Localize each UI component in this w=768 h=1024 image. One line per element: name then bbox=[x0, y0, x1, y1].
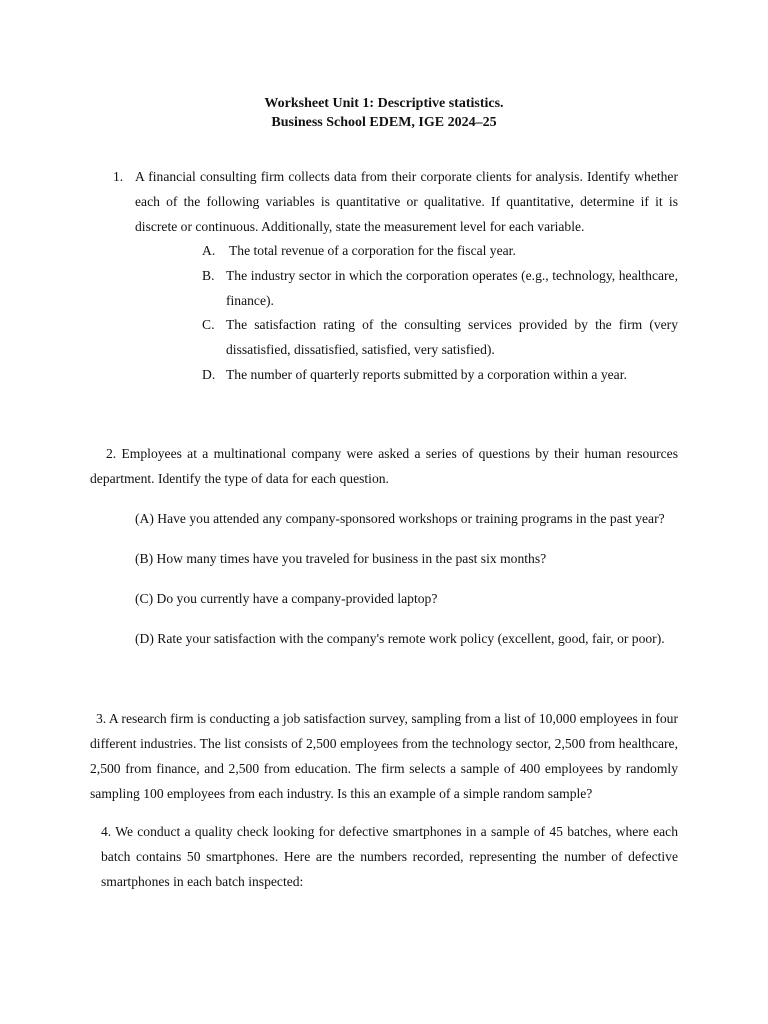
question-1-text: A financial consulting firm collects data from their corporate clients for analysis. Identify whether each of the following variables is quantitative or qualitative. If quantitative, determine if it is discrete or continuous. Additionally, state the measurement level for each variable. bbox=[135, 169, 678, 234]
question-1-item-d-text: The number of quarterly reports submitted by a corporation within a year. bbox=[226, 367, 627, 382]
question-1-item-b-text: The industry sector in which the corporation operates (e.g., technology, healthcare, finance). bbox=[226, 268, 678, 308]
question-1-item-b-letter: B. bbox=[202, 268, 215, 283]
question-1-item-c-letter: C. bbox=[202, 317, 215, 332]
question-2-item-d: (D) Rate your satisfaction with the company's remote work policy (excellent, good, fair, or poor). bbox=[135, 631, 665, 646]
worksheet-title: Worksheet Unit 1: Descriptive statistics. bbox=[264, 96, 504, 111]
question-3-text: 3. A research firm is conducting a job satisfaction survey, sampling from a list of 10,000 employees in four different industries. The list consists of 2,500 employees from the technology sector, 2,500 from healthcare, 2,500 from finance, and 2,500 from education. The firm selects a sample of 400 employees by randomly sampling 100 employees from each industry. Is this an example of a simple random sample? bbox=[90, 711, 678, 801]
question-2-item-b: (B) How many times have you traveled for business in the past six months? bbox=[135, 551, 547, 566]
question-4-text: 4. We conduct a quality check looking for defective smartphones in a sample of 45 batches, where each batch contains 50 smartphones. Here are the numbers recorded, representing the number of defective smartphones in each batch inspected: bbox=[101, 824, 678, 889]
question-2-text: 2. Employees at a multinational company were asked a series of questions by their human resources department. Identify the type of data for each question. bbox=[90, 446, 678, 486]
question-1-item-c-text: The satisfaction rating of the consulting services provided by the firm (very dissatisfied, dissatisfied, satisfied, very satisfied). bbox=[226, 317, 678, 357]
worksheet-subtitle: Business School EDEM, IGE 2024‒25 bbox=[271, 115, 497, 130]
question-1-item-d-letter: D. bbox=[202, 367, 216, 382]
question-1-item-a-text: The total revenue of a corporation for the fiscal year. bbox=[229, 243, 516, 258]
question-2-item-c: (C) Do you currently have a company-provided laptop? bbox=[135, 591, 438, 606]
question-1-number: 1. bbox=[113, 169, 124, 184]
question-1-item-a-letter: A. bbox=[202, 243, 216, 258]
question-2-item-a: (A) Have you attended any company-sponsored workshops or training programs in the past year? bbox=[135, 511, 665, 526]
